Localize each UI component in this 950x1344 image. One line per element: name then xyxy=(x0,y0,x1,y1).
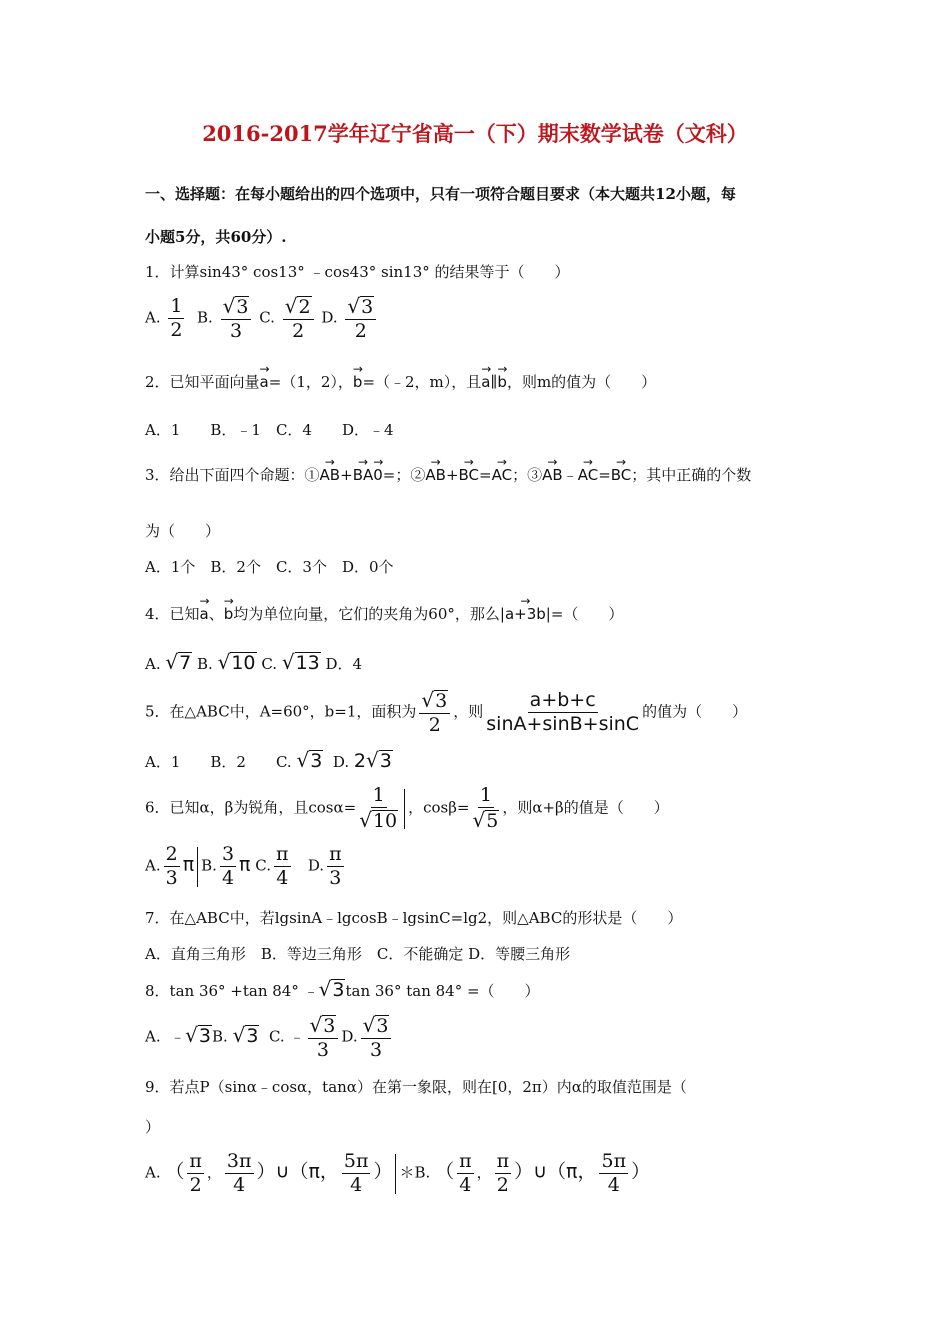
q1-option-a-label: A. xyxy=(145,308,161,327)
q9-a2-numerator: 3π xyxy=(226,1150,252,1172)
q1-option-b-label: B. xyxy=(197,308,213,327)
q3-vector-9: → BC xyxy=(611,458,632,483)
q5-ratio-fraction xyxy=(486,691,639,734)
q5-ratio-denominator: sinA+sinB+sinC xyxy=(486,713,640,735)
q2-parallel-sign: ∥ xyxy=(490,373,498,391)
q3-text-4: ；其中正确的个数 xyxy=(631,466,752,484)
q8-text-2: tan 36° tan 84° =（ ） xyxy=(345,982,540,1000)
q8-option-a-root: √ 3 xyxy=(185,1022,212,1047)
q5-option-d-root: √ 3 xyxy=(365,748,392,772)
q4-option-c-root: √ 13 xyxy=(281,650,320,674)
q9-a-close-paren: ） xyxy=(256,1160,276,1183)
q3-vector-5: → BC xyxy=(459,458,480,483)
q4-vector-a: → a xyxy=(200,597,209,622)
q1-b-denominator: 3 xyxy=(229,320,243,342)
q4-text-2: 均为单位向量，它们的夹角为60°，那么| xyxy=(233,605,505,623)
q8-a-minus: ﹣ xyxy=(170,1027,186,1046)
q3-vector-1: → AB xyxy=(320,458,341,483)
q5-d-coefficient: 2 xyxy=(353,750,366,772)
q9-a1-numerator: π xyxy=(189,1150,202,1172)
q4-option-a-label: A. xyxy=(145,655,161,673)
q1-a-numerator: 1 xyxy=(170,295,183,317)
q4-stem xyxy=(145,597,623,622)
q3-zero-vector: → 0 xyxy=(373,458,383,483)
q5-text-3: 的值为（ ） xyxy=(642,702,748,721)
q6-b-numerator: 3 xyxy=(221,843,235,865)
q1-stem: 1．计算sin43° cos13° ﹣cos43° sin13° 的结果等于（ ） xyxy=(145,263,570,281)
q1-option-d-fraction: √ 3 2 xyxy=(345,296,376,341)
q1-option-b-fraction: √ 3 3 xyxy=(221,296,252,341)
q2-vector-a-2: → a xyxy=(481,365,490,390)
q5-d-radicand: 3 xyxy=(379,750,392,772)
q2-options: A．1 B．﹣1 C．4 D．﹣4 xyxy=(145,421,394,439)
q9-a-pi-open: （π， xyxy=(289,1160,339,1183)
q9-a-upper-bound xyxy=(225,1152,254,1195)
q1-b-numerator: 3 xyxy=(236,296,249,318)
q9-a-union: ∪ xyxy=(275,1160,290,1183)
q1-option-c-fraction: √ 2 2 xyxy=(283,296,314,341)
q9-a1-denominator: 2 xyxy=(189,1174,202,1196)
exam-title: 2016-2017学年辽宁省高一（下）期末数学试卷（文科） xyxy=(202,121,748,146)
q8-root: √ 3 xyxy=(318,977,345,1001)
q8-option-d-label: D. xyxy=(341,1027,358,1046)
q9-a3-numerator: 5π xyxy=(343,1150,369,1172)
q4-c-radicand: 13 xyxy=(295,652,320,674)
q8-d-denominator: 3 xyxy=(369,1039,383,1061)
q6-option-d-fraction xyxy=(327,845,344,888)
q4-option-b-root: √ 10 xyxy=(217,650,256,674)
q6-text-1: 6．已知α，β为锐角，且cosα= xyxy=(145,798,357,817)
q3-stem xyxy=(145,458,751,483)
q9-a-close-paren-2: ） xyxy=(373,1160,393,1183)
q3-text-1: 3．给出下面四个命题：① xyxy=(145,466,320,484)
q6-option-b-fraction xyxy=(220,845,236,888)
q1-c-numerator: 2 xyxy=(298,296,311,318)
q7-options: A．直角三角形 B．等边三角形 C．不能确定 D．等腰三角形 xyxy=(145,945,571,963)
q6-c-denominator: 4 xyxy=(276,867,289,889)
q3-text-3: ；③ xyxy=(512,466,543,484)
q5-option-d-label: D. xyxy=(332,753,350,771)
q9-b-close-paren: ） xyxy=(514,1160,534,1183)
q6-option-c-fraction xyxy=(274,845,291,888)
q6-d-denominator: 3 xyxy=(329,867,342,889)
q3-vector-6: → AC xyxy=(492,458,512,483)
q9-b-second-upper xyxy=(599,1152,628,1195)
q9-b-upper-bound xyxy=(495,1152,512,1195)
q8-radicand: 3 xyxy=(332,979,345,1001)
section-heading-line2: 小题5分，共60分）. xyxy=(145,228,287,246)
q6-cos-alpha-fraction: 1 √ 10 xyxy=(359,784,398,832)
q9-b-open-paren: （ xyxy=(435,1160,455,1183)
q8-options xyxy=(145,1015,394,1060)
q9-b3-denominator: 4 xyxy=(607,1174,620,1196)
q9-b-close-paren-2: ） xyxy=(631,1160,651,1183)
q6-f2-denominator: 5 xyxy=(486,810,499,832)
q4-vector-b: → b xyxy=(224,597,234,622)
q9-b-comma: ， xyxy=(476,1163,492,1182)
q6-option-divider xyxy=(197,847,198,887)
q8-b-radicand: 3 xyxy=(246,1024,259,1047)
q8-option-c-fraction: √ 3 3 xyxy=(308,1015,339,1060)
q6-a-pi: π xyxy=(182,853,195,876)
q9-option-b-label: ＊B. xyxy=(399,1163,431,1182)
q6-a-numerator: 2 xyxy=(165,843,178,865)
q9-b3-numerator: 5π xyxy=(601,1150,627,1172)
q5-option-c-root: √ 3 xyxy=(296,748,323,772)
q4-a-radicand: 7 xyxy=(179,652,192,674)
q9-a-lower-bound xyxy=(187,1152,204,1195)
q6-f2-numerator: 1 xyxy=(479,784,492,806)
q3-vector-7: → AB xyxy=(542,458,563,483)
q4-b-radicand: 10 xyxy=(231,652,256,674)
q9-stem-continuation: ） xyxy=(145,1118,161,1136)
q4-option-b-label: B. xyxy=(197,655,213,673)
q8-option-d-fraction: √ 3 3 xyxy=(361,1015,392,1060)
q8-option-b-root: √ 3 xyxy=(232,1022,259,1047)
q9-option-divider xyxy=(395,1154,396,1194)
q3-plus-2: + xyxy=(445,466,459,484)
q1-option-a-fraction xyxy=(168,297,184,340)
q6-b-pi: π xyxy=(239,853,251,876)
q8-c-minus: ﹣ xyxy=(289,1027,305,1046)
q4-vector-sum: → a+3b xyxy=(505,597,546,622)
q8-text-1: 8．tan 36° +tan 84° ﹣ xyxy=(145,982,319,1000)
q2-stem xyxy=(145,365,656,390)
q9-a3-denominator: 4 xyxy=(350,1174,363,1196)
q4-option-c-label: C. xyxy=(261,655,278,673)
q3-equals-1: = xyxy=(382,466,396,484)
q9-b1-numerator: π xyxy=(459,1150,472,1172)
q3-stem-continuation: 为（ ） xyxy=(145,522,221,540)
q2-text-1: 2．已知平面向量 xyxy=(145,373,260,391)
q9-a2-denominator: 4 xyxy=(233,1174,246,1196)
q6-text-3: ，则α+β的值是（ ） xyxy=(502,798,669,817)
q6-stem xyxy=(145,786,669,831)
q3-equals-2: = xyxy=(479,466,492,484)
q9-b-pi-open: （π， xyxy=(547,1160,597,1183)
q9-b-lower-bound xyxy=(457,1152,474,1195)
q6-divider xyxy=(404,789,405,829)
q9-b2-numerator: π xyxy=(496,1150,510,1172)
q6-b-denominator: 4 xyxy=(221,867,235,889)
q6-option-d-label: D. xyxy=(307,856,325,875)
q6-a-denominator: 3 xyxy=(165,867,178,889)
q5-text-2: ，则 xyxy=(453,702,484,721)
q1-options xyxy=(145,296,379,341)
q8-c-denominator: 3 xyxy=(316,1039,329,1061)
q5-c-radicand: 3 xyxy=(310,750,323,772)
q3-text-2: ；② xyxy=(395,466,426,484)
q8-c-numerator: 3 xyxy=(323,1015,336,1037)
q6-f1-denominator: 10 xyxy=(372,810,398,832)
q1-c-denominator: 2 xyxy=(292,320,305,342)
q9-a-second-upper xyxy=(342,1152,371,1195)
q3-equals-3: = xyxy=(598,466,611,484)
q4-text-1: 4．已知 xyxy=(145,605,200,623)
q5-ratio-numerator: a+b+c xyxy=(529,689,596,711)
q6-option-a-label: A. xyxy=(145,856,161,875)
q5-options xyxy=(145,750,393,771)
q3-vector-8: → AC xyxy=(578,458,598,483)
q6-option-c-label: C. xyxy=(255,856,271,875)
q4-separator: 、 xyxy=(208,605,224,623)
section-heading-line1: 一、选择题：在每小题给出的四个选项中，只有一项符合题目要求（本大题共12小题，每 xyxy=(145,185,736,203)
q9-options xyxy=(145,1152,650,1195)
q6-options xyxy=(145,845,347,888)
q3-vector-4: → AB xyxy=(425,458,446,483)
q2-vector-b-2: → b xyxy=(497,365,507,390)
q2-text-4: ，则m的值为（ ） xyxy=(506,373,657,391)
q5-area-denominator: 2 xyxy=(428,714,441,736)
q9-b1-denominator: 4 xyxy=(459,1174,472,1196)
q9-a-comma: ， xyxy=(206,1163,222,1182)
q5-area-numerator: 3 xyxy=(435,690,448,712)
q3-minus: ﹣ xyxy=(562,466,578,484)
q9-b2-denominator: 2 xyxy=(496,1174,509,1196)
q3-plus-1: + xyxy=(340,466,353,484)
q6-d-numerator: π xyxy=(329,843,342,865)
q4-option-d: D．4 xyxy=(325,655,363,673)
q9-b-union: ∪ xyxy=(533,1160,548,1183)
q8-option-b-label: B. xyxy=(212,1027,228,1046)
q9-option-a-label: A. xyxy=(145,1163,161,1182)
q9-stem: 9．若点P（sinα﹣cosα，tanα）在第一象限，则在[0，2π）内α的取值范围是（ xyxy=(145,1078,687,1096)
q7-stem: 7．在△ABC中，若lgsinA﹣lgcosB﹣lgsinC=lg2，则△ABC的形状是（ ） xyxy=(145,909,683,927)
q4-options xyxy=(145,652,362,673)
q6-c-numerator: π xyxy=(276,843,289,865)
q2-vector-a: → a xyxy=(260,365,269,390)
q4-option-a-root: √ 7 xyxy=(165,650,192,674)
q2-vector-b: → b xyxy=(353,365,363,390)
q8-d-numerator: 3 xyxy=(376,1015,389,1037)
q1-a-denominator: 2 xyxy=(170,319,183,341)
q5-text-1: 5．在△ABC中，A=60°，b=1，面积为 xyxy=(145,702,417,721)
q5-stem xyxy=(145,690,747,735)
q6-option-b-label: B. xyxy=(201,856,217,875)
q1-d-numerator: 3 xyxy=(361,296,374,318)
q6-f1-numerator: 1 xyxy=(372,784,385,806)
q6-text-2: ，cosβ= xyxy=(408,798,470,817)
q6-option-a-fraction xyxy=(164,845,180,888)
q9-a-open-paren: （ xyxy=(165,1160,185,1183)
q2-text-2: =（1，2）， xyxy=(268,373,353,391)
q1-d-denominator: 2 xyxy=(354,320,367,342)
q8-stem xyxy=(145,979,540,1000)
q1-option-d-label: D. xyxy=(321,308,338,327)
q5-options-text: A．1 B．2 C. xyxy=(145,753,292,771)
q5-area-fraction: √ 3 2 xyxy=(419,690,450,735)
q8-option-a-label: A. xyxy=(145,1027,161,1046)
q3-vector-2: → BA xyxy=(353,458,374,483)
q6-cos-beta-fraction: 1 √ 5 xyxy=(472,784,499,832)
q8-a-radicand: 3 xyxy=(198,1024,212,1047)
q2-text-3: =（﹣2，m），且 xyxy=(362,373,482,391)
q1-option-c-label: C. xyxy=(259,308,275,327)
q4-text-3: |=（ ） xyxy=(545,605,624,623)
q3-options: A．1个 B．2个 C．3个 D．0个 xyxy=(145,558,394,576)
q8-option-c-label: C. xyxy=(268,1027,285,1046)
